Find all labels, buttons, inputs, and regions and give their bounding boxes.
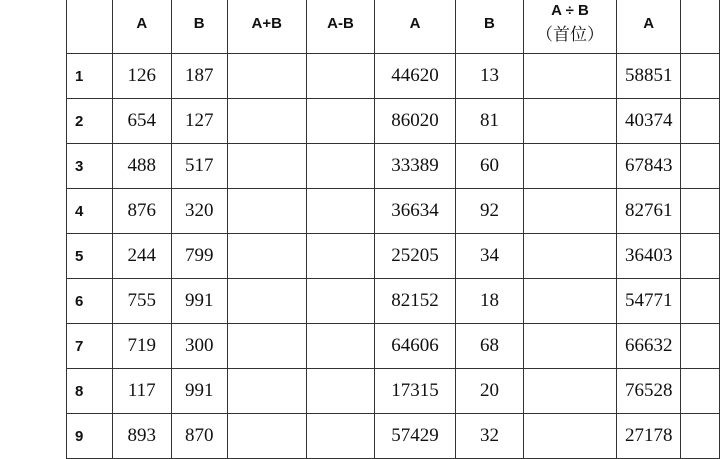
header-a-divide-b <box>523 0 616 54</box>
cell-a-minus-b[interactable] <box>306 54 374 99</box>
corner-cell <box>67 0 113 54</box>
table-row <box>67 414 720 459</box>
cell-a-divide-b[interactable] <box>523 279 616 324</box>
table-row <box>67 369 720 414</box>
cell-b: 870 <box>171 414 227 459</box>
table-row <box>67 189 720 234</box>
cell-a-plus-b[interactable] <box>227 279 306 324</box>
cell-a-plus-b[interactable] <box>227 144 306 189</box>
cell-b-second: 32 <box>455 414 523 459</box>
cell-a-divide-b[interactable] <box>523 369 616 414</box>
cell-a-minus-b[interactable] <box>306 99 374 144</box>
cell-a-second: 33389 <box>375 144 456 189</box>
cell-a-divide-b[interactable] <box>523 324 616 369</box>
cell-b: 517 <box>171 144 227 189</box>
header-b: B <box>171 0 227 54</box>
cell-b: 127 <box>171 99 227 144</box>
cell-a: 719 <box>112 324 171 369</box>
cell-a-plus-b[interactable] <box>227 369 306 414</box>
row-number: 6 <box>67 279 113 324</box>
cell-b-second: 81 <box>455 99 523 144</box>
cell-b-second: 20 <box>455 369 523 414</box>
cell-a-minus-b[interactable] <box>306 279 374 324</box>
table-row <box>67 54 720 99</box>
cell-a: 126 <box>112 54 171 99</box>
header-a-divide-b-line1: A ÷ B <box>551 2 589 19</box>
header-a-minus-b: A-B <box>306 0 374 54</box>
cell-a-divide-b[interactable] <box>523 99 616 144</box>
cell-cut-off <box>681 99 720 144</box>
cell-a: 244 <box>112 234 171 279</box>
cell-a-third: 67843 <box>617 144 681 189</box>
table-row <box>67 144 720 189</box>
header-a-third: A <box>617 0 681 54</box>
cell-b: 300 <box>171 324 227 369</box>
cell-a-third: 82761 <box>617 189 681 234</box>
table-row <box>67 99 720 144</box>
row-number: 9 <box>67 414 113 459</box>
cell-cut-off <box>681 54 720 99</box>
cell-a-third: 76528 <box>617 369 681 414</box>
cell-b-second: 34 <box>455 234 523 279</box>
cell-b: 991 <box>171 369 227 414</box>
cell-cut-off <box>681 324 720 369</box>
cell-a-plus-b[interactable] <box>227 324 306 369</box>
cell-a-second: 44620 <box>375 54 456 99</box>
row-number: 4 <box>67 189 113 234</box>
cell-b-second: 92 <box>455 189 523 234</box>
cell-cut-off <box>681 234 720 279</box>
cell-b-second: 68 <box>455 324 523 369</box>
cell-b: 320 <box>171 189 227 234</box>
header-row <box>67 0 720 54</box>
cell-a: 654 <box>112 99 171 144</box>
cell-a-divide-b[interactable] <box>523 144 616 189</box>
cell-a-plus-b[interactable] <box>227 189 306 234</box>
cell-a: 488 <box>112 144 171 189</box>
cell-a-second: 36634 <box>375 189 456 234</box>
header-a-divide-b-line2: （首位） <box>536 25 604 44</box>
cell-a-plus-b[interactable] <box>227 414 306 459</box>
cell-a-minus-b[interactable] <box>306 324 374 369</box>
cell-a-plus-b[interactable] <box>227 99 306 144</box>
header-b-second: B <box>455 0 523 54</box>
cell-a: 893 <box>112 414 171 459</box>
cell-a-second: 57429 <box>375 414 456 459</box>
cell-b-second: 18 <box>455 279 523 324</box>
cell-b-second: 60 <box>455 144 523 189</box>
cell-b-second: 13 <box>455 54 523 99</box>
cell-a-minus-b[interactable] <box>306 234 374 279</box>
cell-cut-off <box>681 189 720 234</box>
row-number: 3 <box>67 144 113 189</box>
cell-b: 991 <box>171 279 227 324</box>
cell-a-third: 40374 <box>617 99 681 144</box>
cell-a-third: 54771 <box>617 279 681 324</box>
table-row <box>67 324 720 369</box>
row-number: 2 <box>67 99 113 144</box>
cell-a: 117 <box>112 369 171 414</box>
cell-a-minus-b[interactable] <box>306 369 374 414</box>
cell-a-third: 27178 <box>617 414 681 459</box>
cell-a-divide-b[interactable] <box>523 54 616 99</box>
cell-a-divide-b[interactable] <box>523 234 616 279</box>
header-a: A <box>112 0 171 54</box>
cell-a-minus-b[interactable] <box>306 189 374 234</box>
cell-cut-off <box>681 369 720 414</box>
cell-a: 755 <box>112 279 171 324</box>
cell-a-third: 36403 <box>617 234 681 279</box>
cell-cut-off <box>681 144 720 189</box>
header-a-second: A <box>375 0 456 54</box>
cell-a-divide-b[interactable] <box>523 189 616 234</box>
header-cut-off <box>681 0 720 54</box>
cell-a-plus-b[interactable] <box>227 234 306 279</box>
row-number: 5 <box>67 234 113 279</box>
worksheet-table <box>66 0 720 459</box>
cell-a-second: 64606 <box>375 324 456 369</box>
table-row <box>67 279 720 324</box>
cell-b: 799 <box>171 234 227 279</box>
cell-a-second: 86020 <box>375 99 456 144</box>
cell-a-second: 25205 <box>375 234 456 279</box>
row-number: 1 <box>67 54 113 99</box>
cell-a-minus-b[interactable] <box>306 414 374 459</box>
cell-a: 876 <box>112 189 171 234</box>
cell-a-third: 58851 <box>617 54 681 99</box>
row-number: 8 <box>67 369 113 414</box>
header-a-plus-b: A+B <box>227 0 306 54</box>
table-row <box>67 234 720 279</box>
cell-a-minus-b[interactable] <box>306 144 374 189</box>
cell-a-third: 66632 <box>617 324 681 369</box>
cell-a-second: 17315 <box>375 369 456 414</box>
cell-a-plus-b[interactable] <box>227 54 306 99</box>
table-body <box>67 54 720 459</box>
cell-b: 187 <box>171 54 227 99</box>
row-number: 7 <box>67 324 113 369</box>
cell-a-divide-b[interactable] <box>523 414 616 459</box>
cell-cut-off <box>681 414 720 459</box>
cell-a-second: 82152 <box>375 279 456 324</box>
cell-cut-off <box>681 279 720 324</box>
